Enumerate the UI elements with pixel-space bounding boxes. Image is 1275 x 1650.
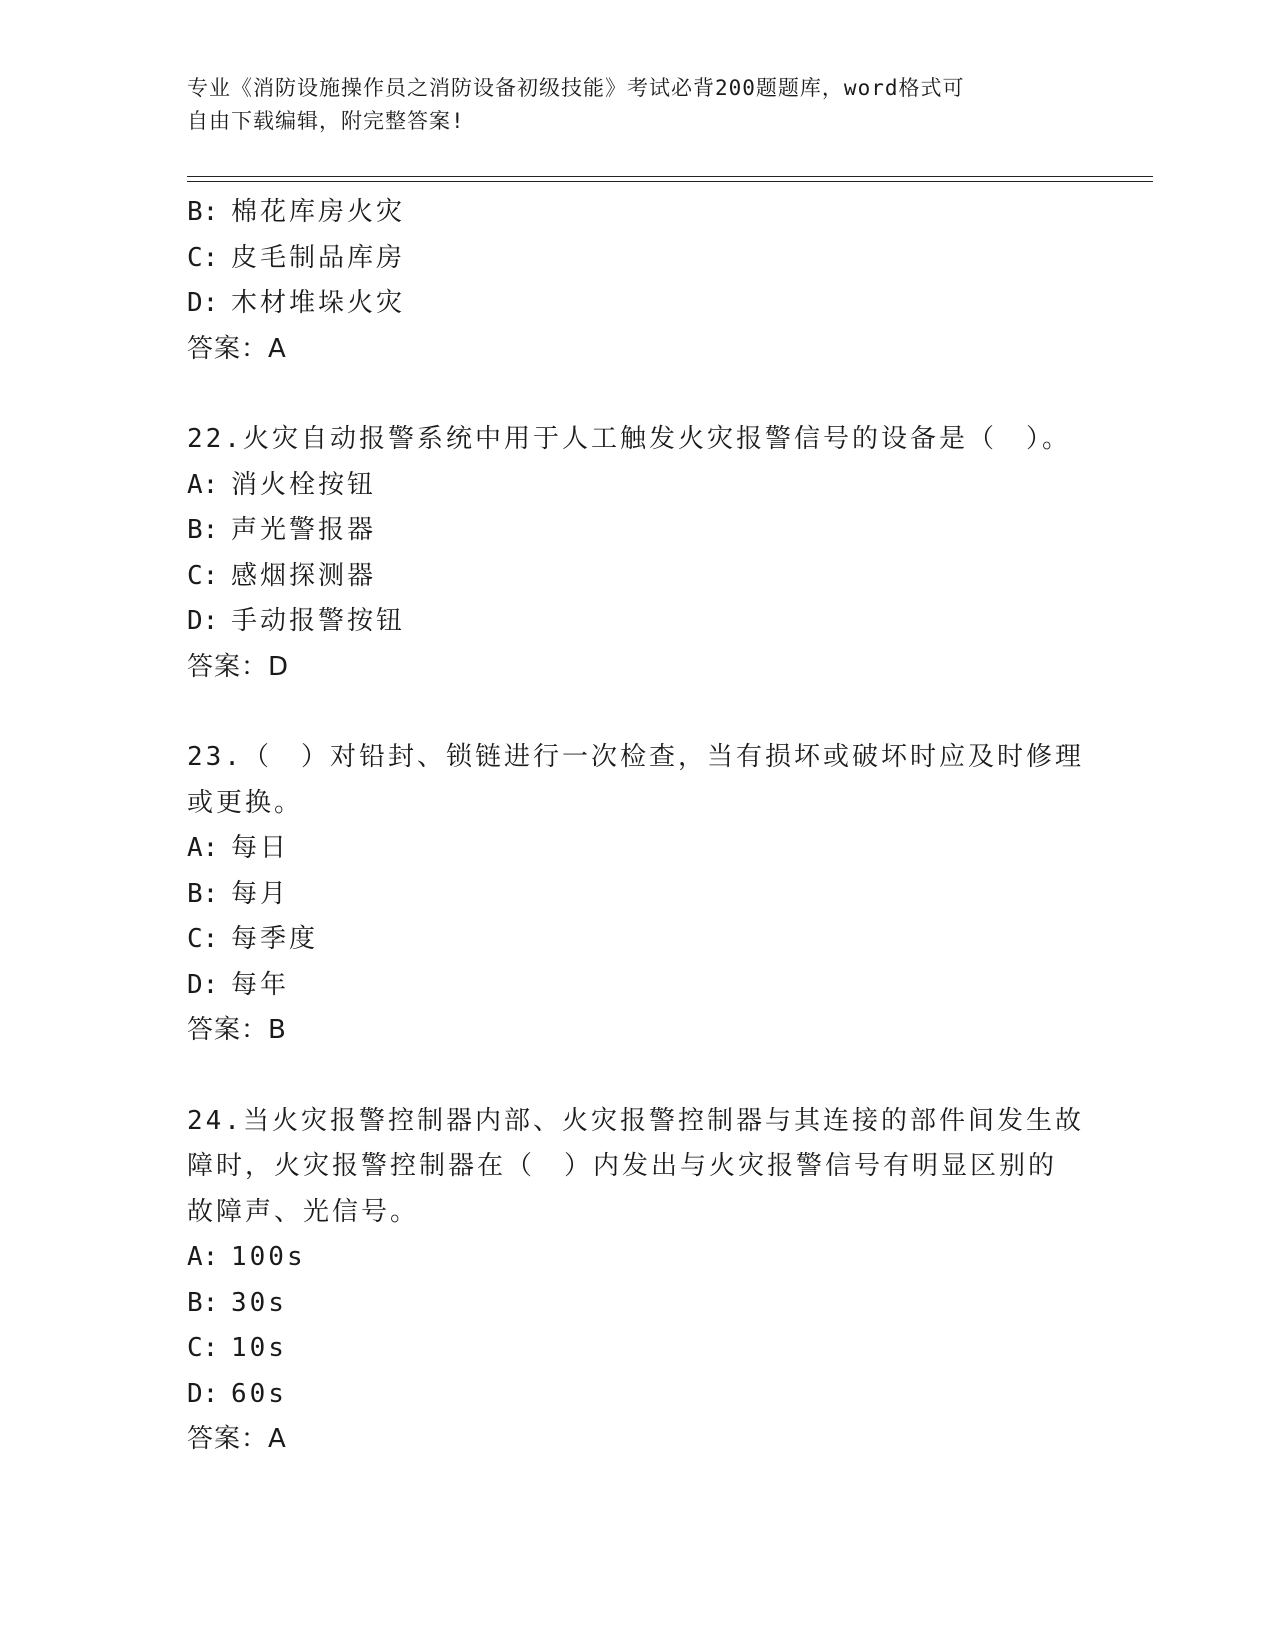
option-text: 每年 <box>231 969 290 1000</box>
option-c <box>187 554 1087 600</box>
option-d <box>187 599 1087 645</box>
option-letter: B: <box>187 197 219 227</box>
option-text: 皮毛制品库房 <box>231 242 406 273</box>
question-text: 障时，火灾报警控制器在（ ）内发出与火灾报警信号有明显区别的 <box>187 1151 1058 1181</box>
option-letter: A: <box>187 469 219 500</box>
question-23 <box>187 735 1087 1054</box>
option-letter: D: <box>187 1378 219 1409</box>
prev-question <box>187 190 1087 372</box>
option-text: 声光警报器 <box>231 515 377 545</box>
answer-line: 答案：D <box>187 651 290 682</box>
option-d <box>187 963 1087 1009</box>
header-line-1: 专业《消防设施操作员之消防设备初级技能》考试必背200题题库，word格式可 <box>187 76 965 100</box>
option-text: 每月 <box>231 878 290 909</box>
option-letter: D: <box>187 969 219 1000</box>
spacer <box>187 1054 1087 1099</box>
option-a <box>187 826 1087 872</box>
option-text: 30s <box>231 1287 287 1318</box>
answer-line: 答案：B <box>187 1015 287 1045</box>
header-line-2: 自由下载编辑，附完整答案! <box>187 109 465 133</box>
option-a <box>187 463 1087 509</box>
option-d <box>187 281 1087 327</box>
document-header <box>187 72 1067 138</box>
question-text: 22.火灾自动报警系统中用于人工触发火灾报警信号的设备是（ ）。 <box>187 424 1071 454</box>
option-text: 棉花库房火灾 <box>231 197 406 227</box>
option-a <box>187 1235 1087 1281</box>
question-text: 23.（ ）对铅封、锁链进行一次检查，当有损坏或破坏时应及时修理 <box>187 742 1084 772</box>
option-letter: B: <box>187 878 219 909</box>
option-text: 手动报警按钮 <box>231 606 406 636</box>
question-text: 故障声、光信号。 <box>187 1196 420 1227</box>
answer-line: 答案：A <box>187 1424 287 1454</box>
option-letter: C: <box>187 924 219 954</box>
option-text: 60s <box>231 1378 287 1409</box>
question-24 <box>187 1099 1087 1463</box>
header-divider-top <box>187 176 1153 177</box>
option-c <box>187 236 1087 282</box>
header-divider-bottom <box>187 181 1153 182</box>
option-b <box>187 1281 1087 1327</box>
spacer <box>187 690 1087 735</box>
option-b <box>187 190 1087 236</box>
option-letter: B: <box>187 515 219 545</box>
option-b <box>187 872 1087 918</box>
question-22 <box>187 417 1087 690</box>
option-text: 感烟探测器 <box>231 560 377 591</box>
option-c <box>187 1326 1087 1372</box>
option-letter: D: <box>187 606 219 636</box>
option-text: 每季度 <box>231 924 319 954</box>
option-letter: C: <box>187 560 219 591</box>
option-b <box>187 508 1087 554</box>
option-c <box>187 917 1087 963</box>
option-text: 10s <box>231 1333 287 1363</box>
answer-line: 答案：A <box>187 333 287 364</box>
question-list <box>187 190 1087 1463</box>
option-letter: C: <box>187 242 219 273</box>
spacer <box>187 372 1087 417</box>
question-text: 24.当火灾报警控制器内部、火灾报警控制器与其连接的部件间发生故 <box>187 1105 1084 1136</box>
option-text: 每日 <box>231 833 290 863</box>
option-letter: C: <box>187 1333 219 1363</box>
option-text: 木材堆垛火灾 <box>231 288 406 318</box>
option-letter: B: <box>187 1287 219 1318</box>
option-letter: A: <box>187 1242 219 1272</box>
option-d <box>187 1372 1087 1418</box>
question-text: 或更换。 <box>187 787 304 818</box>
option-letter: A: <box>187 833 219 863</box>
option-text: 100s <box>231 1242 306 1272</box>
option-letter: D: <box>187 288 219 318</box>
option-text: 消火栓按钮 <box>231 469 377 500</box>
